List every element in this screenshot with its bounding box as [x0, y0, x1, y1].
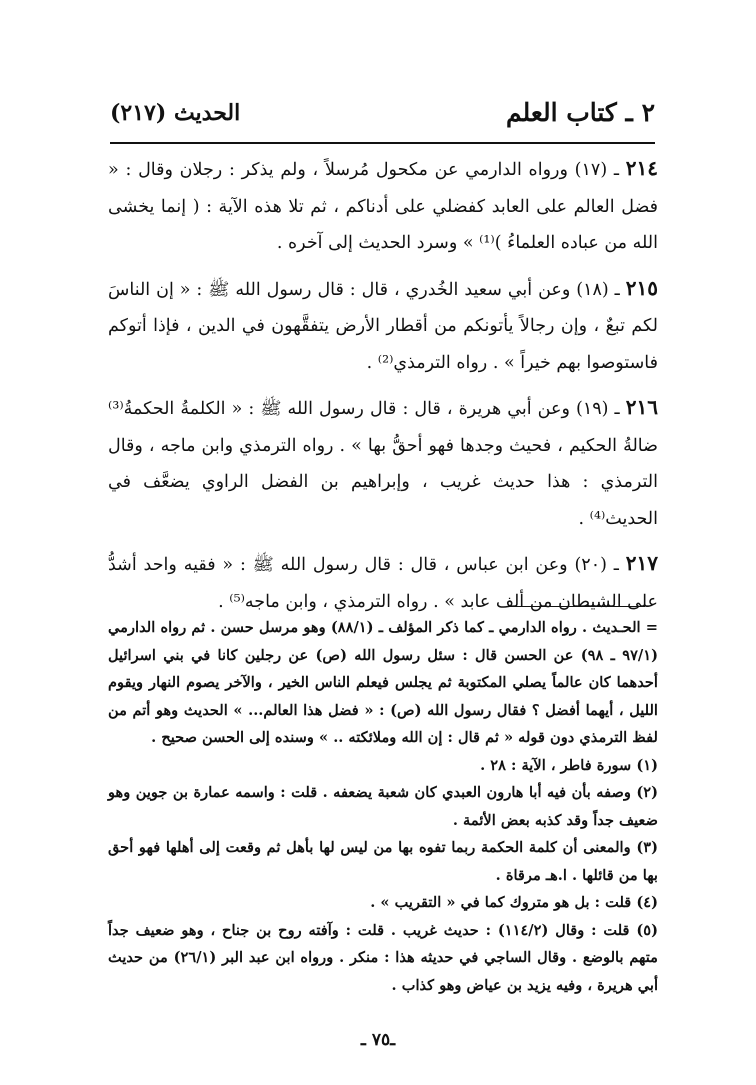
- footnote-1: (١) سورة فاطر ، الآية : ٢٨ .: [480, 756, 658, 774]
- hadith-text: ـ (١٨) وعن أبي سعيد الخُدري ، قال : قال رسول الله ﷺ : « إن الناسَ لكم تبعٌ ، وإن رجالاً يأتونكم من أقطار الأرض يتفقَّهون في الدين ، فإذا أتوكم فاستوصوا بهم خيراً » . رواه الترمذي⁽²⁾ .: [108, 279, 658, 373]
- hadith-paragraph: [108, 389, 658, 537]
- hadith-paragraph: [108, 545, 658, 620]
- footnote-4: (٤) قلت : بل هو متروك كما في « التقريب » .: [370, 894, 658, 911]
- chapter-title: ٢ ـ كتاب العلم: [505, 98, 655, 127]
- footnote-divider: [507, 606, 645, 607]
- hadith-text: ـ (١٩) وعن أبي هريرة ، قال : قال رسول الله ﷺ : « الكلمةُ الحكمةُ⁽³⁾ ضالةُ الحكيم ، فحيث وجدها فهو أحقُّ بها » . رواه الترمذي وابن ماجه ، وقال الترمذي : هذا حديث غريب ، وإبراهيم بن الفضل الراوي يضعَّف في الحديث⁽⁴⁾ .: [108, 399, 658, 529]
- hadith-paragraph: [108, 150, 658, 262]
- footnote-continued: = الحـديث . رواه الدارمي ـ كما ذكر المؤلف ـ (٨٨/١) وهو مرسل حسن . ثم رواه الدارمي (٩٧/١ ـ ٩٨) عن الحسن قال : سئل رسول الله (ص) عن رجلين كانا في بني اسرائيل أحدهما كان عالماً يصلي المكتوبة ثم يجلس فيعلم الناس الخير ، والآخر يصوم النهار ويقوم الليل ، أيهما أفضل ؟ فقال رسول الله (ص) : « فضل هذا العالم... » الحديث وهو أتم من لفظ الترمذي دون قوله « ثم قال : إن الله وملائكته .. » وسنده إلى الحسن صحيح .: [108, 619, 659, 746]
- hadith-number: ٢١٦: [625, 395, 658, 419]
- hadith-number: ٢١٥: [625, 275, 658, 300]
- footnote-2: (٢) وصفه بأن فيه أبا هارون العبدي كان شعبة يضعفه . قلت : واسمه عمارة بن جوين وهو ضعيف جداً وقد كذبه بعض الأئمة .: [108, 784, 658, 829]
- hadith-number: ٢١٧: [625, 551, 658, 575]
- running-header: [110, 98, 655, 134]
- page-number: ـ٧٥ ـ: [360, 1030, 396, 1050]
- footnotes: [108, 614, 658, 999]
- main-text: [108, 150, 658, 628]
- hadith-range: الحديث (٢١٧): [110, 100, 241, 126]
- hadith-text: ـ (٢٠) وعن ابن عباس ، قال : قال رسول الله ﷺ : « فقيه واحد أشدُّ على الشيطان من ألف عابد » . رواه الترمذي ، وابن ماجه⁽⁵⁾ .: [108, 555, 658, 612]
- hadith-paragraph: [108, 270, 658, 382]
- hadith-text: ـ (١٧) ورواه الدارمي عن مكحول مُرسلاً ، ولم يذكر : رجلان وقال : « فضل العالم على العابد كفضلي على أدناكم ، ثم تلا هذه الآية : ( إنما يخشى الله من عباده العلماءُ )⁽¹⁾ » وسرد الحديث إلى آخره .: [108, 160, 658, 253]
- hadith-number: ٢١٤: [625, 156, 658, 180]
- footnote-5: (٥) قلت : وقال (١١٤/٢) : حديث غريب . قلت : وآفته روح بن جناح ، وهو ضعيف جداً متهم بالوضع . وقال الساجي في حديثه هذا : منكر . ورواه ابن عبد البر (٢٦/١) من حديث أبي هريرة ، وفيه يزيد بن عياض وهو كذاب .: [108, 921, 658, 994]
- header-divider: [110, 142, 655, 144]
- footnote-3: (٣) والمعنى أن كلمة الحكمة ربما تفوه بها من ليس لها بأهل ثم وقعت إلى أهلها فهو أحق بها من قائلها . ا.هـ مرقاة .: [108, 839, 658, 884]
